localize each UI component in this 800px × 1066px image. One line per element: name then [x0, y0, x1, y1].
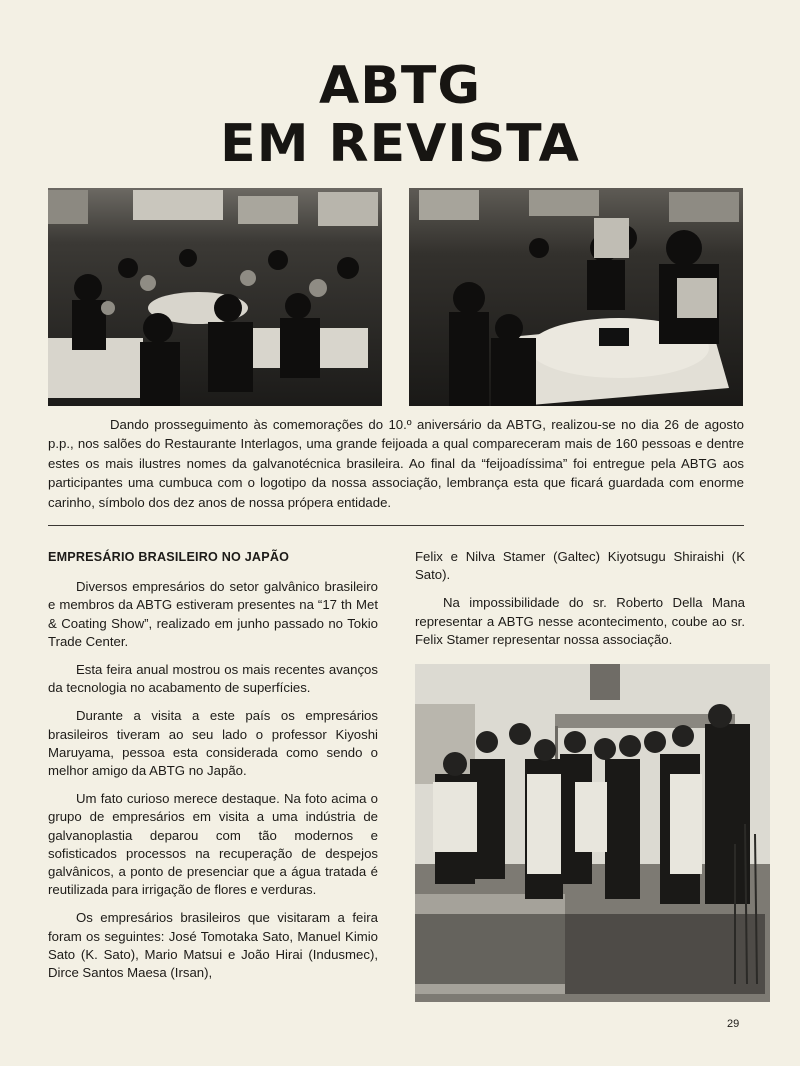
group-photo [415, 664, 770, 1002]
article-left-column [48, 548, 378, 992]
page-number: 29 [727, 1018, 740, 1030]
article-heading: EMPRESÁRIO BRASILEIRO NO JAPÃO [48, 550, 290, 564]
intro-paragraph: Dando prosseguimento às comemorações do 10.º aniversário da ABTG, realizou-se no dia 26 de agosto p.p., nos salões do Restaurante Interlagos, uma grande feijoada a qual compareceram mais de 160 pessoas e dentre estes os mais ilustres nomes da galvanotécnica brasileira. Ao final da “feijoadíssima” foi entregue pela ABTG aos participantes uma cumbuca com o logotipo da nossa associação, lembrança esta que ficará guardada com enorme carinho, símbolo dos dez anos de nossa própera entidade. [48, 417, 744, 510]
article-paragraph-2: Esta feira anual mostrou os mais recentes avanços da tecnologia no acabamento de superfícies. [48, 662, 378, 696]
article-paragraph-3: Durante a visita a este país os empresários brasileiros tiveram ao seu lado o professor Kiyoshi Maruyama, pessoa esta considerada como sendo o melhor amigo da ABTG no Japão. [48, 708, 378, 779]
title-line-1: ABTG [318, 56, 482, 116]
article-right-column [415, 548, 745, 659]
section-divider [48, 525, 744, 526]
article-paragraph-5: Os empresários brasileiros que visitaram a feira foram os seguintes: José Tomotaka Sato, Manuel Kimio Sato (K. Sato), Mario Matsui e João Hirai (Indusmec), Dirce Santos Maesa (Irsan), [48, 910, 378, 981]
dinner-table-photo [409, 188, 743, 406]
banquet-hall-photo [48, 188, 382, 406]
article-right-paragraph: Na impossibilidade do sr. Roberto Della Mana representar a ABTG nesse acontecimento, coube ao sr. Felix Stamer representar nossa associação. [415, 595, 745, 647]
title-line-2: EM REVISTA [220, 114, 580, 174]
article-continuation: Felix e Nilva Stamer (Galtec) Kiyotsugu Shiraishi (K Sato). [415, 549, 745, 583]
article-paragraph-4: Um fato curioso merece destaque. Na foto acima o grupo de empresários em visita a uma indústria de galvanoplastia deparou com tão modernos e sofisticados processos na recuperação de despejos galvânicos, a ponto de presenciar que a água tratada é reutilizada para irrigação de flores e verduras. [48, 791, 378, 898]
article-paragraph-1: Diversos empresários do setor galvânico brasileiro e membros da ABTG estiveram presentes na “17 th Met & Coating Show”, realizado em junho passado no Tokio Trade Center. [48, 579, 378, 649]
